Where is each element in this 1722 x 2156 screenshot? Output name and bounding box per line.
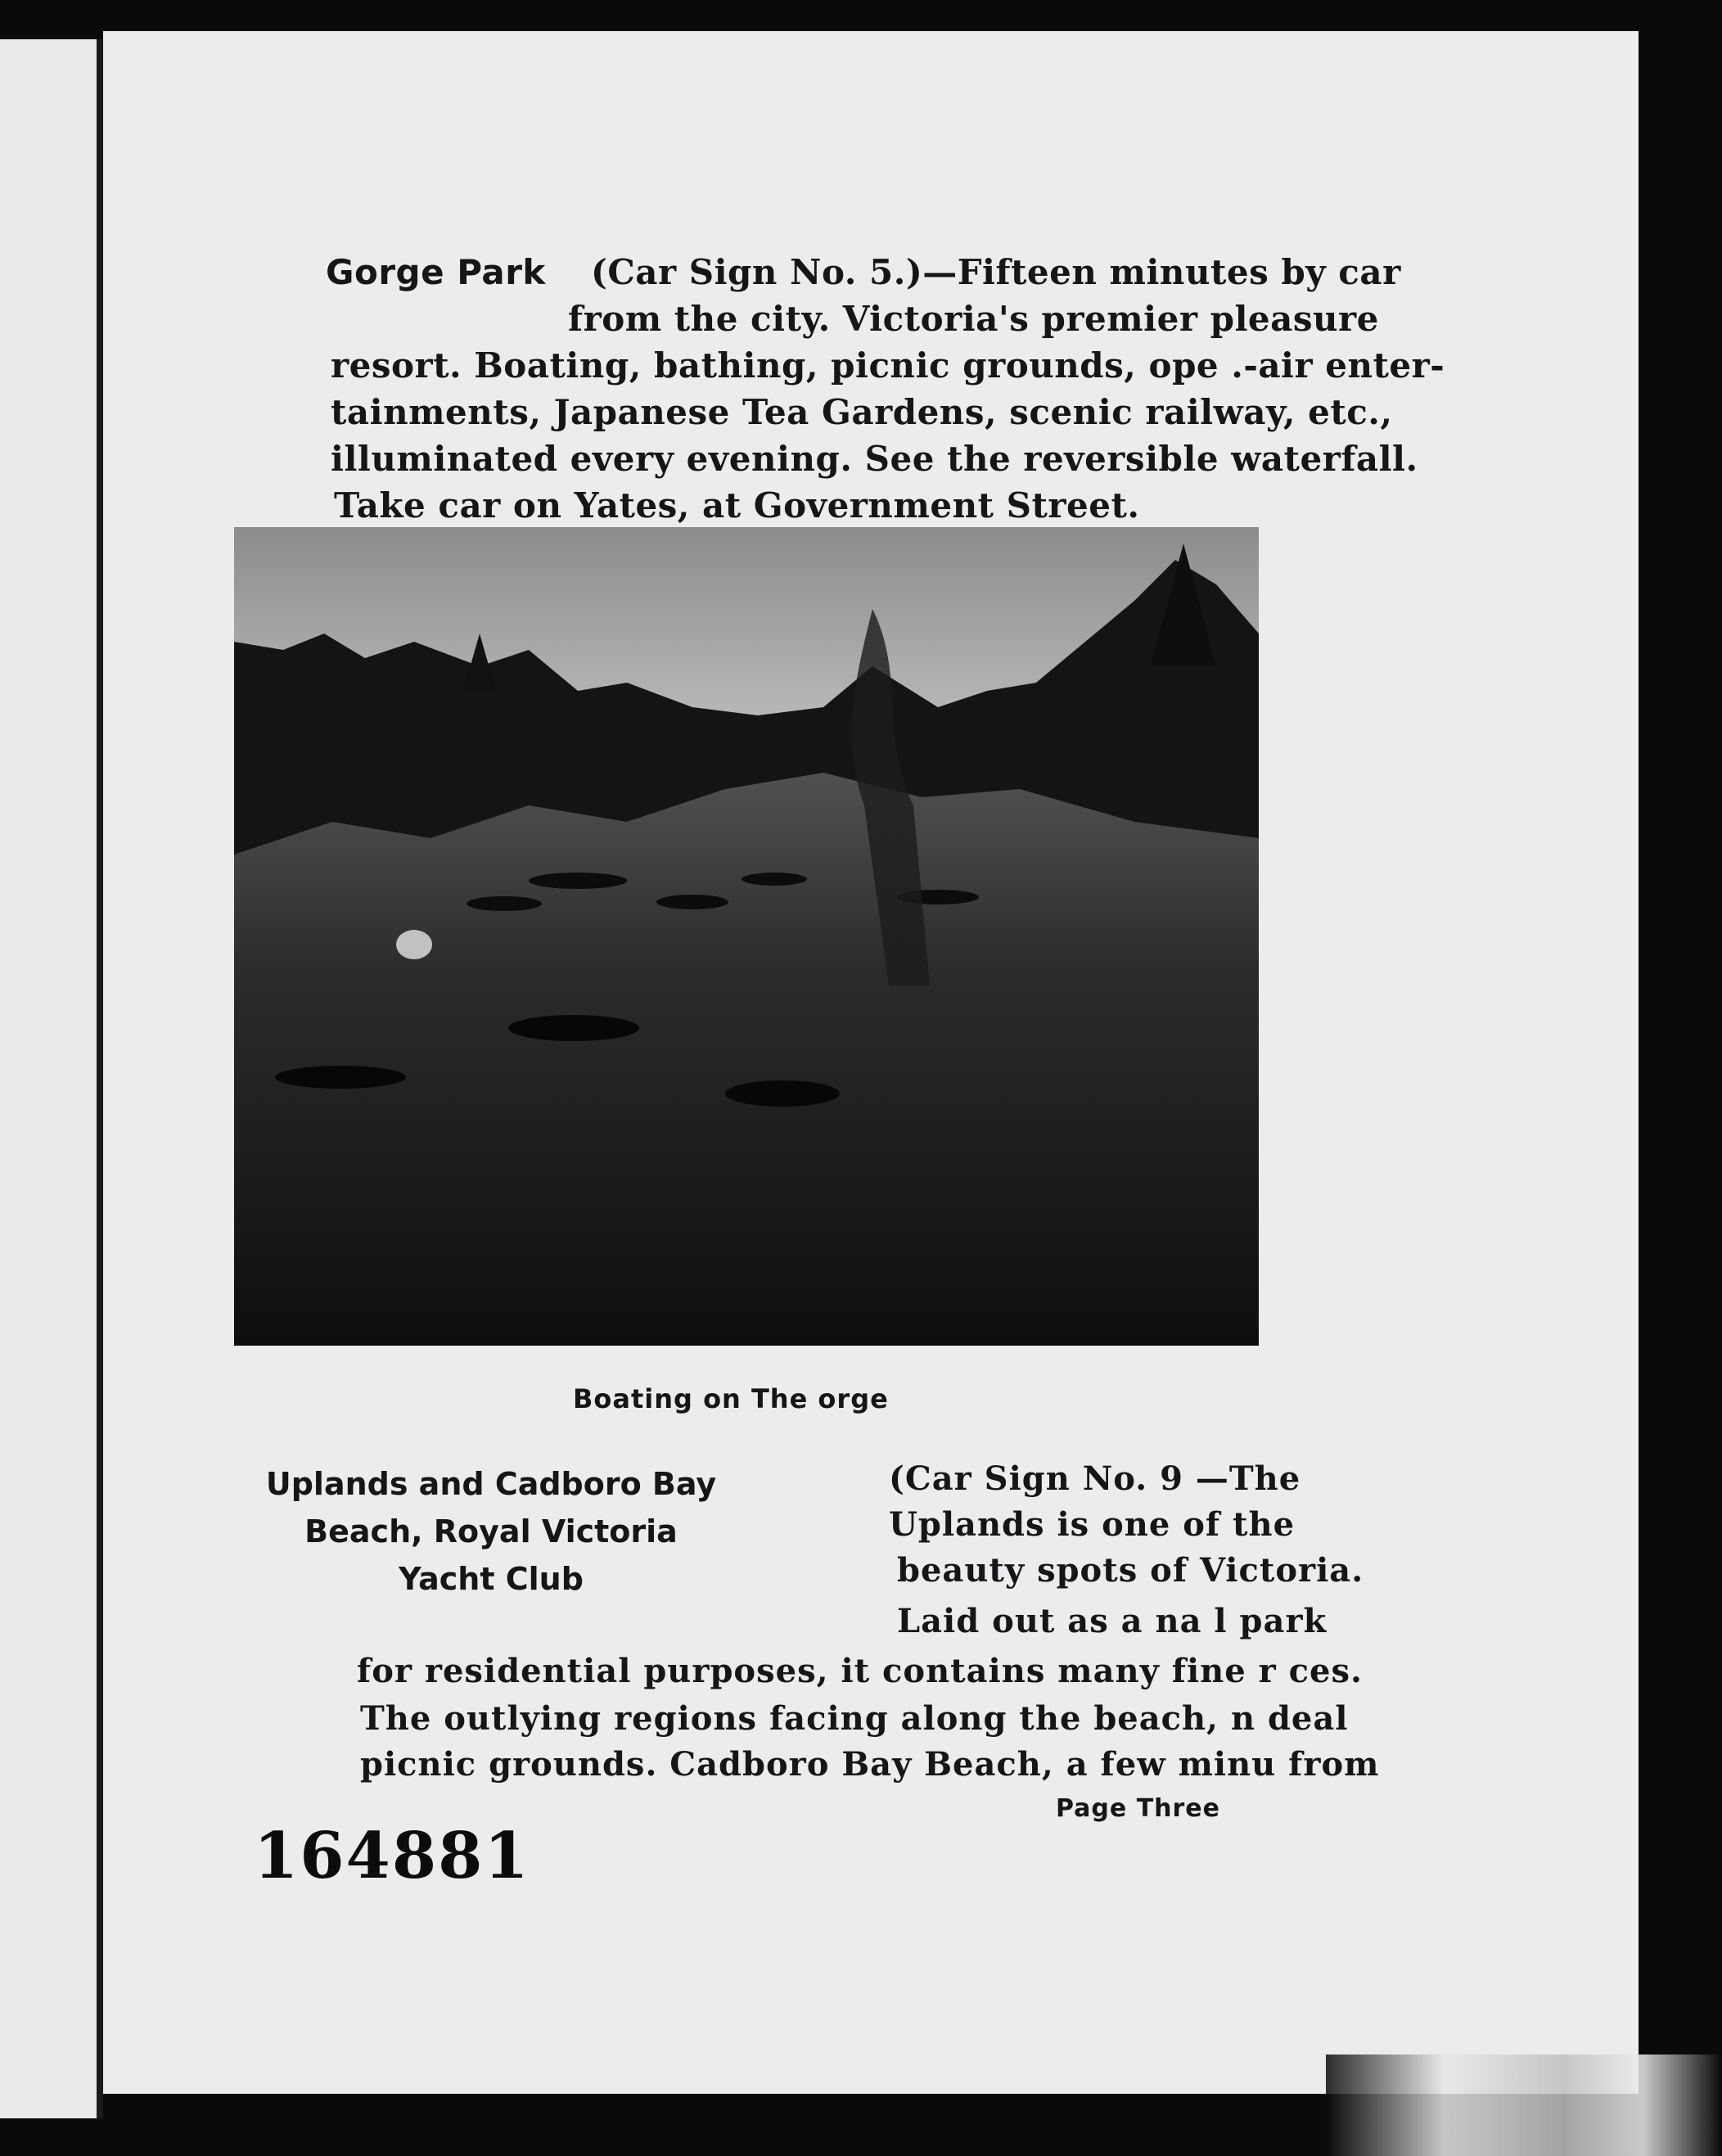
- section1-line-0: [326, 249, 1401, 295]
- section2-side-line-3: Laid out as a na l park: [897, 1602, 1328, 1640]
- section2-body-line-1: The outlying regions facing along the beach, n deal: [360, 1699, 1349, 1738]
- photo-illustration: [234, 527, 1259, 1346]
- section2-side-line-0: (Car Sign No. 9 —The: [889, 1459, 1301, 1498]
- section2-side-line-2: beauty spots of Victoria.: [897, 1551, 1364, 1590]
- section2-heading-line-0: Uplands and Cadboro Bay: [265, 1466, 717, 1502]
- section1-line-5: Take car on Yates, at Government Street.: [334, 485, 1140, 525]
- book-gutter: [97, 39, 103, 2118]
- page-number: Page Three: [1056, 1794, 1221, 1823]
- section1-heading: Gorge Park: [326, 252, 546, 292]
- facing-page-edge: [0, 39, 100, 2118]
- section1-line-2: resort. Boating, bathing, picnic grounds, ope .-air enter-: [331, 345, 1445, 386]
- section2-body-line-2: picnic grounds. Cadboro Bay Beach, a few minu from: [360, 1745, 1380, 1784]
- section1-line-1: from the city. Victoria's premier pleasure: [568, 299, 1379, 339]
- photo-caption: Boating on The orge: [573, 1383, 889, 1414]
- section2-heading-line-2: Yacht Club: [399, 1561, 584, 1597]
- section1-line-3: tainments, Japanese Tea Gardens, scenic railway, etc.,: [331, 392, 1393, 432]
- boating-photograph: [234, 527, 1259, 1346]
- accession-stamp: 164881: [254, 1819, 530, 1893]
- section2-heading: [237, 1460, 745, 1603]
- section1-line-4: illuminated every evening. See the reversible waterfall.: [331, 439, 1418, 479]
- section2-side-line-1: Uplands is one of the: [889, 1505, 1296, 1544]
- section2-body-line-0: for residential purposes, it contains many fine r ces.: [357, 1652, 1363, 1690]
- section1-first-line: (Car Sign No. 5.)—Fifteen minutes by car: [590, 252, 1401, 292]
- scan-artifact: [1326, 2055, 1722, 2156]
- section2-heading-line-1: Beach, Royal Victoria: [304, 1513, 678, 1549]
